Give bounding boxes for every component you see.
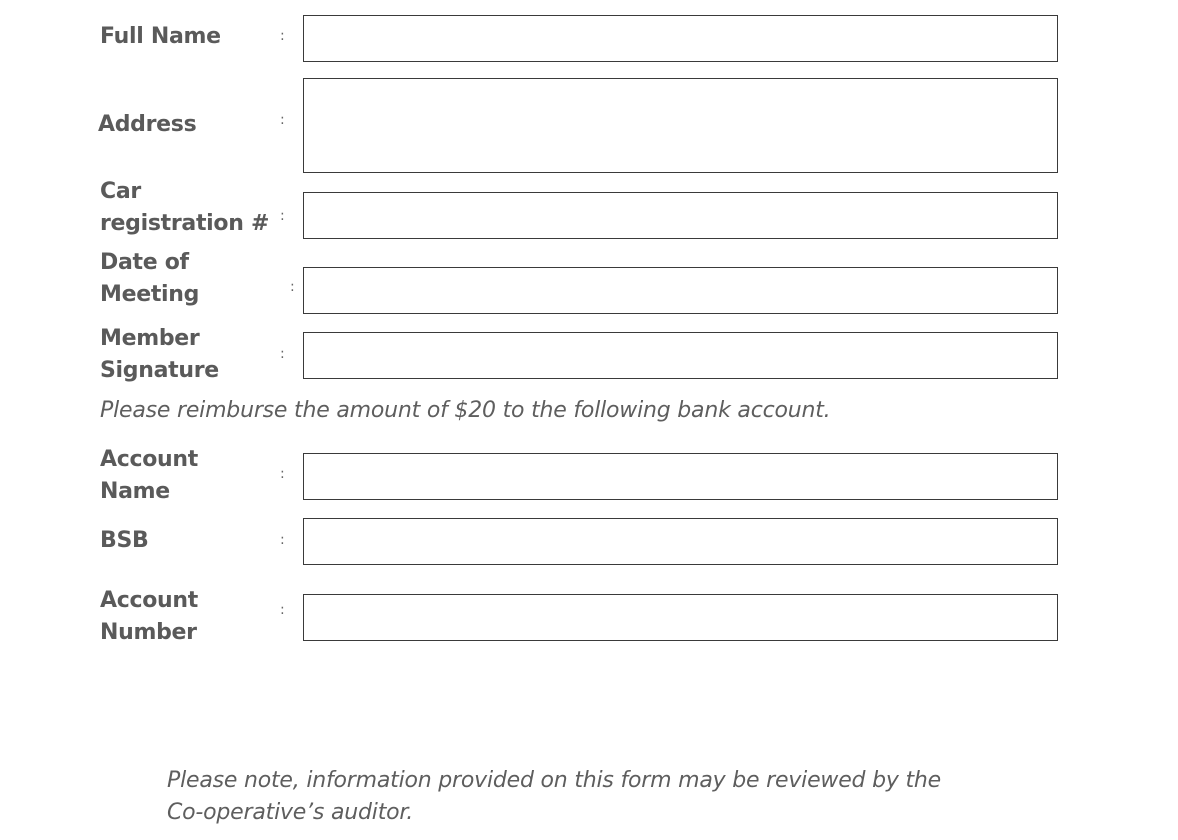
bsb-field-box[interactable] <box>303 518 1058 565</box>
bsb-input[interactable] <box>304 519 1057 564</box>
address-input[interactable] <box>304 79 1057 172</box>
address-label: Address <box>98 112 197 137</box>
full-name-input[interactable] <box>304 16 1057 61</box>
account-number-label-line2: Number <box>100 620 197 645</box>
car-registration-label-line2: registration # <box>100 211 270 236</box>
date-of-meeting-field-box[interactable] <box>303 267 1058 314</box>
date-of-meeting-label <box>100 247 199 311</box>
full-name-label: Full Name <box>100 24 221 49</box>
car-registration-label-line1: Car <box>100 179 141 204</box>
date-of-meeting-input[interactable] <box>304 268 1057 313</box>
reimburse-note: Please reimburse the amount of $20 to the following bank account. <box>100 398 831 423</box>
account-name-input[interactable] <box>304 454 1057 499</box>
member-signature-label <box>100 323 219 387</box>
footer-note <box>167 765 941 829</box>
car-registration-label <box>100 176 269 240</box>
colon: : <box>280 112 285 128</box>
account-name-field-box[interactable] <box>303 453 1058 500</box>
account-name-label-line2: Name <box>100 479 170 504</box>
date-of-meeting-label-line1: Date of <box>100 250 189 275</box>
footer-note-line2: Co-operative’s auditor. <box>167 800 413 825</box>
car-registration-field-box[interactable] <box>303 192 1058 239</box>
date-of-meeting-label-line2: Meeting <box>100 282 200 307</box>
account-number-input[interactable] <box>304 595 1057 640</box>
car-registration-input[interactable] <box>304 193 1057 238</box>
colon: : <box>280 28 285 44</box>
member-signature-input[interactable] <box>304 333 1057 378</box>
footer-note-line1: Please note, information provided on this form may be reviewed by the <box>167 768 941 793</box>
bsb-label: BSB <box>100 528 149 553</box>
colon: : <box>280 602 285 618</box>
account-name-label-line1: Account <box>100 447 198 472</box>
colon: : <box>290 279 295 295</box>
colon: : <box>280 532 285 548</box>
member-signature-field-box[interactable] <box>303 332 1058 379</box>
full-name-field-box[interactable] <box>303 15 1058 62</box>
address-field-box[interactable] <box>303 78 1058 173</box>
account-number-field-box[interactable] <box>303 594 1058 641</box>
account-name-label <box>100 444 198 508</box>
colon: : <box>280 466 285 482</box>
member-signature-label-line2: Signature <box>100 358 219 383</box>
account-number-label-line1: Account <box>100 588 198 613</box>
colon: : <box>280 346 285 362</box>
member-signature-label-line1: Member <box>100 326 200 351</box>
account-number-label <box>100 585 198 649</box>
colon: : <box>280 208 285 224</box>
